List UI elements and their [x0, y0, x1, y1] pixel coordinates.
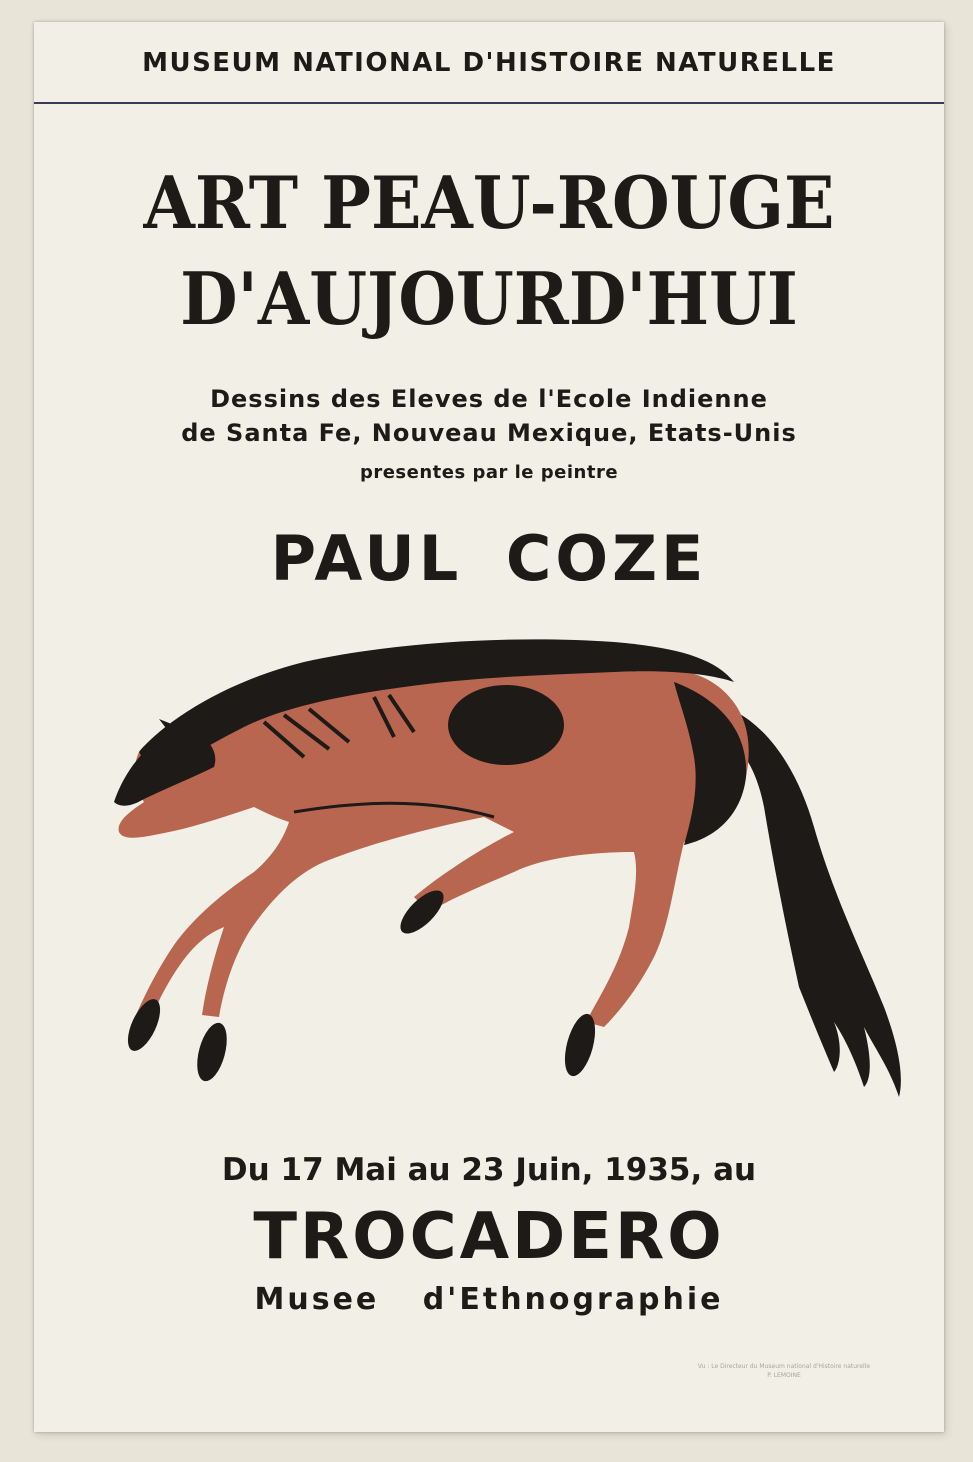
printer-note-line-2: P. LEMOINE: [767, 1372, 801, 1379]
subtitle-line-1: Dessins des Eleves de l'Ecole Indienne: [210, 385, 768, 413]
title-line-1: ART PEAU-ROUGE: [143, 160, 835, 245]
institution-header: MUSEUM NATIONAL D'HISTOIRE NATURELLE: [142, 48, 836, 78]
printer-note-line-1: Vu : Le Directeur du Museum national d'Histoire naturelle: [697, 1363, 871, 1370]
horse-illustration: [74, 627, 914, 1107]
title-line-2: D'AUJOURD'HUI: [180, 256, 798, 341]
subtitle-line-3: presentes par le peintre: [359, 462, 619, 483]
museum-name: Musee d'Ethnographie: [254, 1282, 724, 1317]
exhibition-dates: Du 17 Mai au 23 Juin, 1935, au: [221, 1152, 757, 1188]
venue-name: TROCADERO: [253, 1200, 725, 1274]
poster: [34, 22, 944, 1432]
subtitle-line-2: de Santa Fe, Nouveau Mexique, Etats-Unis: [181, 419, 797, 447]
hoof-front-2: [192, 1020, 233, 1085]
header-divider: [34, 102, 944, 104]
horse-spot: [448, 685, 564, 765]
artist-name: PAUL COZE: [270, 522, 708, 595]
printer-note: [674, 1362, 894, 1380]
